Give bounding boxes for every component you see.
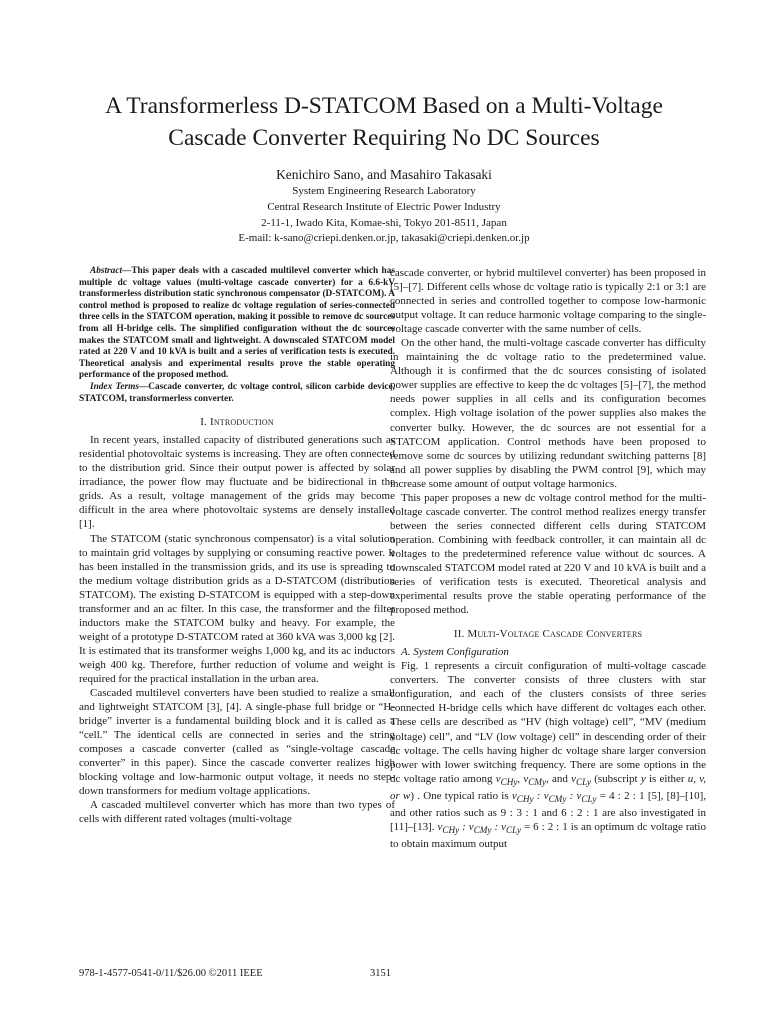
- right-paragraph-3: This paper proposes a new dc voltage control method for the multi-voltage cascade converter. The control method realizes energy transfer between the series connected different cells during STATCOM operation. Combining with feedback controller, it can maintain all dc voltages to the predetermined reference value without dc sources. A downscaled STATCOM model rated at 220 V and 10 kVA is built and a series of verification tests is executed. Theoretical analysis and experimental results prove the stable operating performance of the proposed method.: [390, 491, 706, 617]
- var-vcl: $v_{CLy}$: [571, 772, 592, 787]
- s2-text-b: , and: [546, 772, 568, 785]
- page-number: 3151: [370, 968, 391, 979]
- s2-text-g: is an optimum dc voltage ratio to obtain maximum output: [390, 821, 706, 851]
- right-paragraph-1: cascade converter, or hybrid multilevel converter) has been proposed in [5]–[7]. Different cells whose dc voltage ratio is typically 2:1 or 3:1 are connected in series and controlled together to compose low-harmonic output voltage. It can reduce harmonic voltage comparing to the single-voltage cascade converter with the same number of cells.: [390, 267, 706, 336]
- var-vch: $v_{CHy}$: [495, 772, 518, 787]
- ratio-value-2: = 6 : 2 : 1: [524, 821, 568, 834]
- section-1-heading: [79, 415, 395, 429]
- affiliation-institute: Central Research Institute of Electric Power Industry: [267, 200, 501, 213]
- authors: Kenichiro Sano, and Masahiro Takasaki: [276, 167, 492, 182]
- affiliation-address: 2-11-1, Iwado Kita, Komae-shi, Tokyo 201-8511, Japan: [261, 216, 507, 229]
- section-1-number: I.: [200, 416, 208, 429]
- s2-text-a: Fig. 1 represents a circuit configuration of multi-voltage cascade converters. The converter consists of three clusters with star configuration, and each of the clusters consists of three series connected H-bridge cells which have different dc voltages each other. These cells are described as “HV (high voltage) cell”, “MV (medium voltage) cell”, and “LV (low voltage) cell” in descending order of their dc voltage. The cells having higher dc voltage share larger conversion power with lower switching frequency. There are some options in the dc voltage ratio among: [390, 660, 706, 785]
- affiliation-email: E-mail: k-sano@criepi.denken.or.jp, takasaki@criepi.denken.or.jp: [238, 232, 530, 245]
- affiliation: [40, 184, 728, 247]
- ratio-expr-1: $v_{CHy}$ : $v_{CMy}$ : $v_{CLy}$: [511, 789, 597, 805]
- index-terms-label: Index Terms: [90, 381, 139, 392]
- abstract: [79, 266, 395, 382]
- ratio-expr-2: $v_{CHy}$ : $v_{CMy}$ : $v_{CLy}$: [437, 821, 522, 836]
- title-line-1: A Transformerless D-STATCOM Based on a Multi-Voltage: [105, 93, 663, 119]
- var-vcm: $v_{CMy}$: [523, 772, 547, 787]
- intro-paragraph-1: In recent years, installed capacity of distributed generations such as residential photovoltaic systems is increasing. They are often connected to the distribution grid. Since their output power is affected by solar irradiance, the power flow may fluctuate and be bidirectional in the grids. As a result, voltage management of the grids may become difficult in the area where photovoltaic systems are densely installed [1].: [79, 434, 395, 531]
- var-uvw: u, v, or w: [390, 772, 707, 802]
- right-column: [390, 266, 706, 851]
- title-line-2: Cascade Converter Requiring No DC Sources: [168, 125, 600, 151]
- s2-text-e: ) . One typical ratio is: [410, 789, 509, 802]
- section-1-title: Introduction: [209, 416, 274, 429]
- intro-paragraph-4: A cascaded multilevel converter which has more than two types of cells with different rated voltages (multi-voltage: [79, 799, 395, 826]
- abstract-label: Abstract: [90, 266, 123, 276]
- ratio-value-1: = 4 : 2 : 1: [599, 789, 645, 802]
- left-column: [79, 266, 395, 826]
- index-terms: [79, 382, 395, 405]
- section-2-title: Multi-Voltage Cascade Converters: [467, 628, 643, 641]
- section-2-paragraph-1: Fig. 1 represents a circuit configuration of multi-voltage cascade converters. The converter consists of three clusters with star configuration, and each of the clusters consists of three series connected H-bridge cells which have different dc voltages each other. These cells are described as “HV (high voltage) cell”, “MV (medium voltage) cell”, and “LV (low voltage) cell” in descending order of their dc voltage. The cells having higher dc voltage share larger conversion power with lower switching frequency. There are some options in the dc voltage ratio among $v_{CHy}$, $v_{CMy}$, and $v_{CLy}$ (subscript y is either u, v, or w) . One typical ratio is $v_{CHy}$ : $v_{CMy}$ : $v_{CLy} = 4$ : 2 : 1 [5], [8]–[10], and other ratios such as 9 : 3 : 1 and 6 : 2 : 1 are also investigated in [11]–[13]. $v_{CHy}$ : $v_{CMy}$ : $v_{CLy} = 6$ : 2 : 1 is an optimum dc voltage ratio to obtain maximum output: [390, 660, 707, 851]
- subsection-heading: A. System Configuration: [401, 646, 509, 659]
- intro-paragraph-3: Cascaded multilevel converters have been studied to realize a small and lightweight STATCOM [3], [4]. A single-phase full bridge or “H-bridge” inverter is a fundamental building block and it is called as a “cell.” The identical cells are connected in series and the string composes a cascade converter (called as “single-voltage cascade converter” in this paper). Since the cascade converter realizes high blocking voltage and low-harmonic output voltage, it needs no step-down transformers for medium voltage applications.: [79, 687, 395, 798]
- affiliation-lab: System Engineering Research Laboratory: [292, 185, 476, 197]
- section-2-number: II.: [453, 628, 465, 641]
- paper-title: [40, 90, 728, 154]
- index-terms-text: —Cascade converter, dc voltage control, silicon carbide device, STATCOM, transformerless converter.: [79, 381, 395, 404]
- intro-paragraph-2: The STATCOM (static synchronous compensator) is a vital solution to maintain grid voltages by supplying or consuming reactive power. It has been installed in the transmission grids, and its use is spreading to the medium voltage distribution grids as a D-STATCOM (distribution STATCOM). The existing D-STATCOM is equipped with a step-down transformer and an ac filter. In this case, the transformer and the filter inductors make the STATCOM bulky and heavy. For example, the weight of a prototype D-STATCOM rated at 360 kVA was 3,000 kg [2]. It is estimated that its transformer weighs 1,000 kg, and its ac inductors weigh 400 kg. Therefore, further reduction of volume and weight is required for the practical installation in the urban area.: [79, 532, 395, 685]
- section-2-heading: [390, 627, 706, 641]
- var-y: y: [640, 772, 646, 785]
- s2-text-d: is either: [648, 772, 685, 785]
- s2-text-f: [5], [8]–[10], and other ratios such as 9 : 3 : 1 and 6 : 2 : 1 are also investigated in [11]–[13].: [390, 789, 707, 834]
- abstract-text: —This paper deals with a cascaded multilevel converter which has multiple dc voltage values (multi-voltage cascade converter) for a 6.6-kV transformerless distribution static synchronous compensator (D-STATCOM). A control method is proposed to realize dc voltage regulation of series-connected three cells in the STATCOM operation, making it possible to remove dc sources from all H-bridge cells. The simplified configuration without the dc sources makes the STATCOM small and lightweight. A downscaled STATCOM model rated at 220 V and 10 kVA is built and a series of verification tests is executed. Theoretical analysis and experimental results prove the stable operating performance of the proposed method.: [79, 266, 395, 381]
- s2-text-c: (subscript: [594, 772, 638, 785]
- footer-isbn: 978-1-4577-0541-0/11/$26.00 ©2011 IEEE: [79, 968, 263, 979]
- right-paragraph-2: On the other hand, the multi-voltage cascade converter has difficulty in maintaining the dc voltage ratio to the predetermined value. Although it is confirmed that the dc sources consisting of isolated power supplies are effective to keep the dc voltages [5]–[7], the method needs power supplies in all cells and its configuration becomes complex. High voltage isolation of the power supplies also makes the converter bulky. However, the dc sources are not essential for a STATCOM application. Control methods have been proposed to remove some dc sources by utilizing redundant switching patterns [8] and all power supplies by disabling the PWM control [9], which may increase some amount of output voltage harmonics.: [390, 337, 706, 490]
